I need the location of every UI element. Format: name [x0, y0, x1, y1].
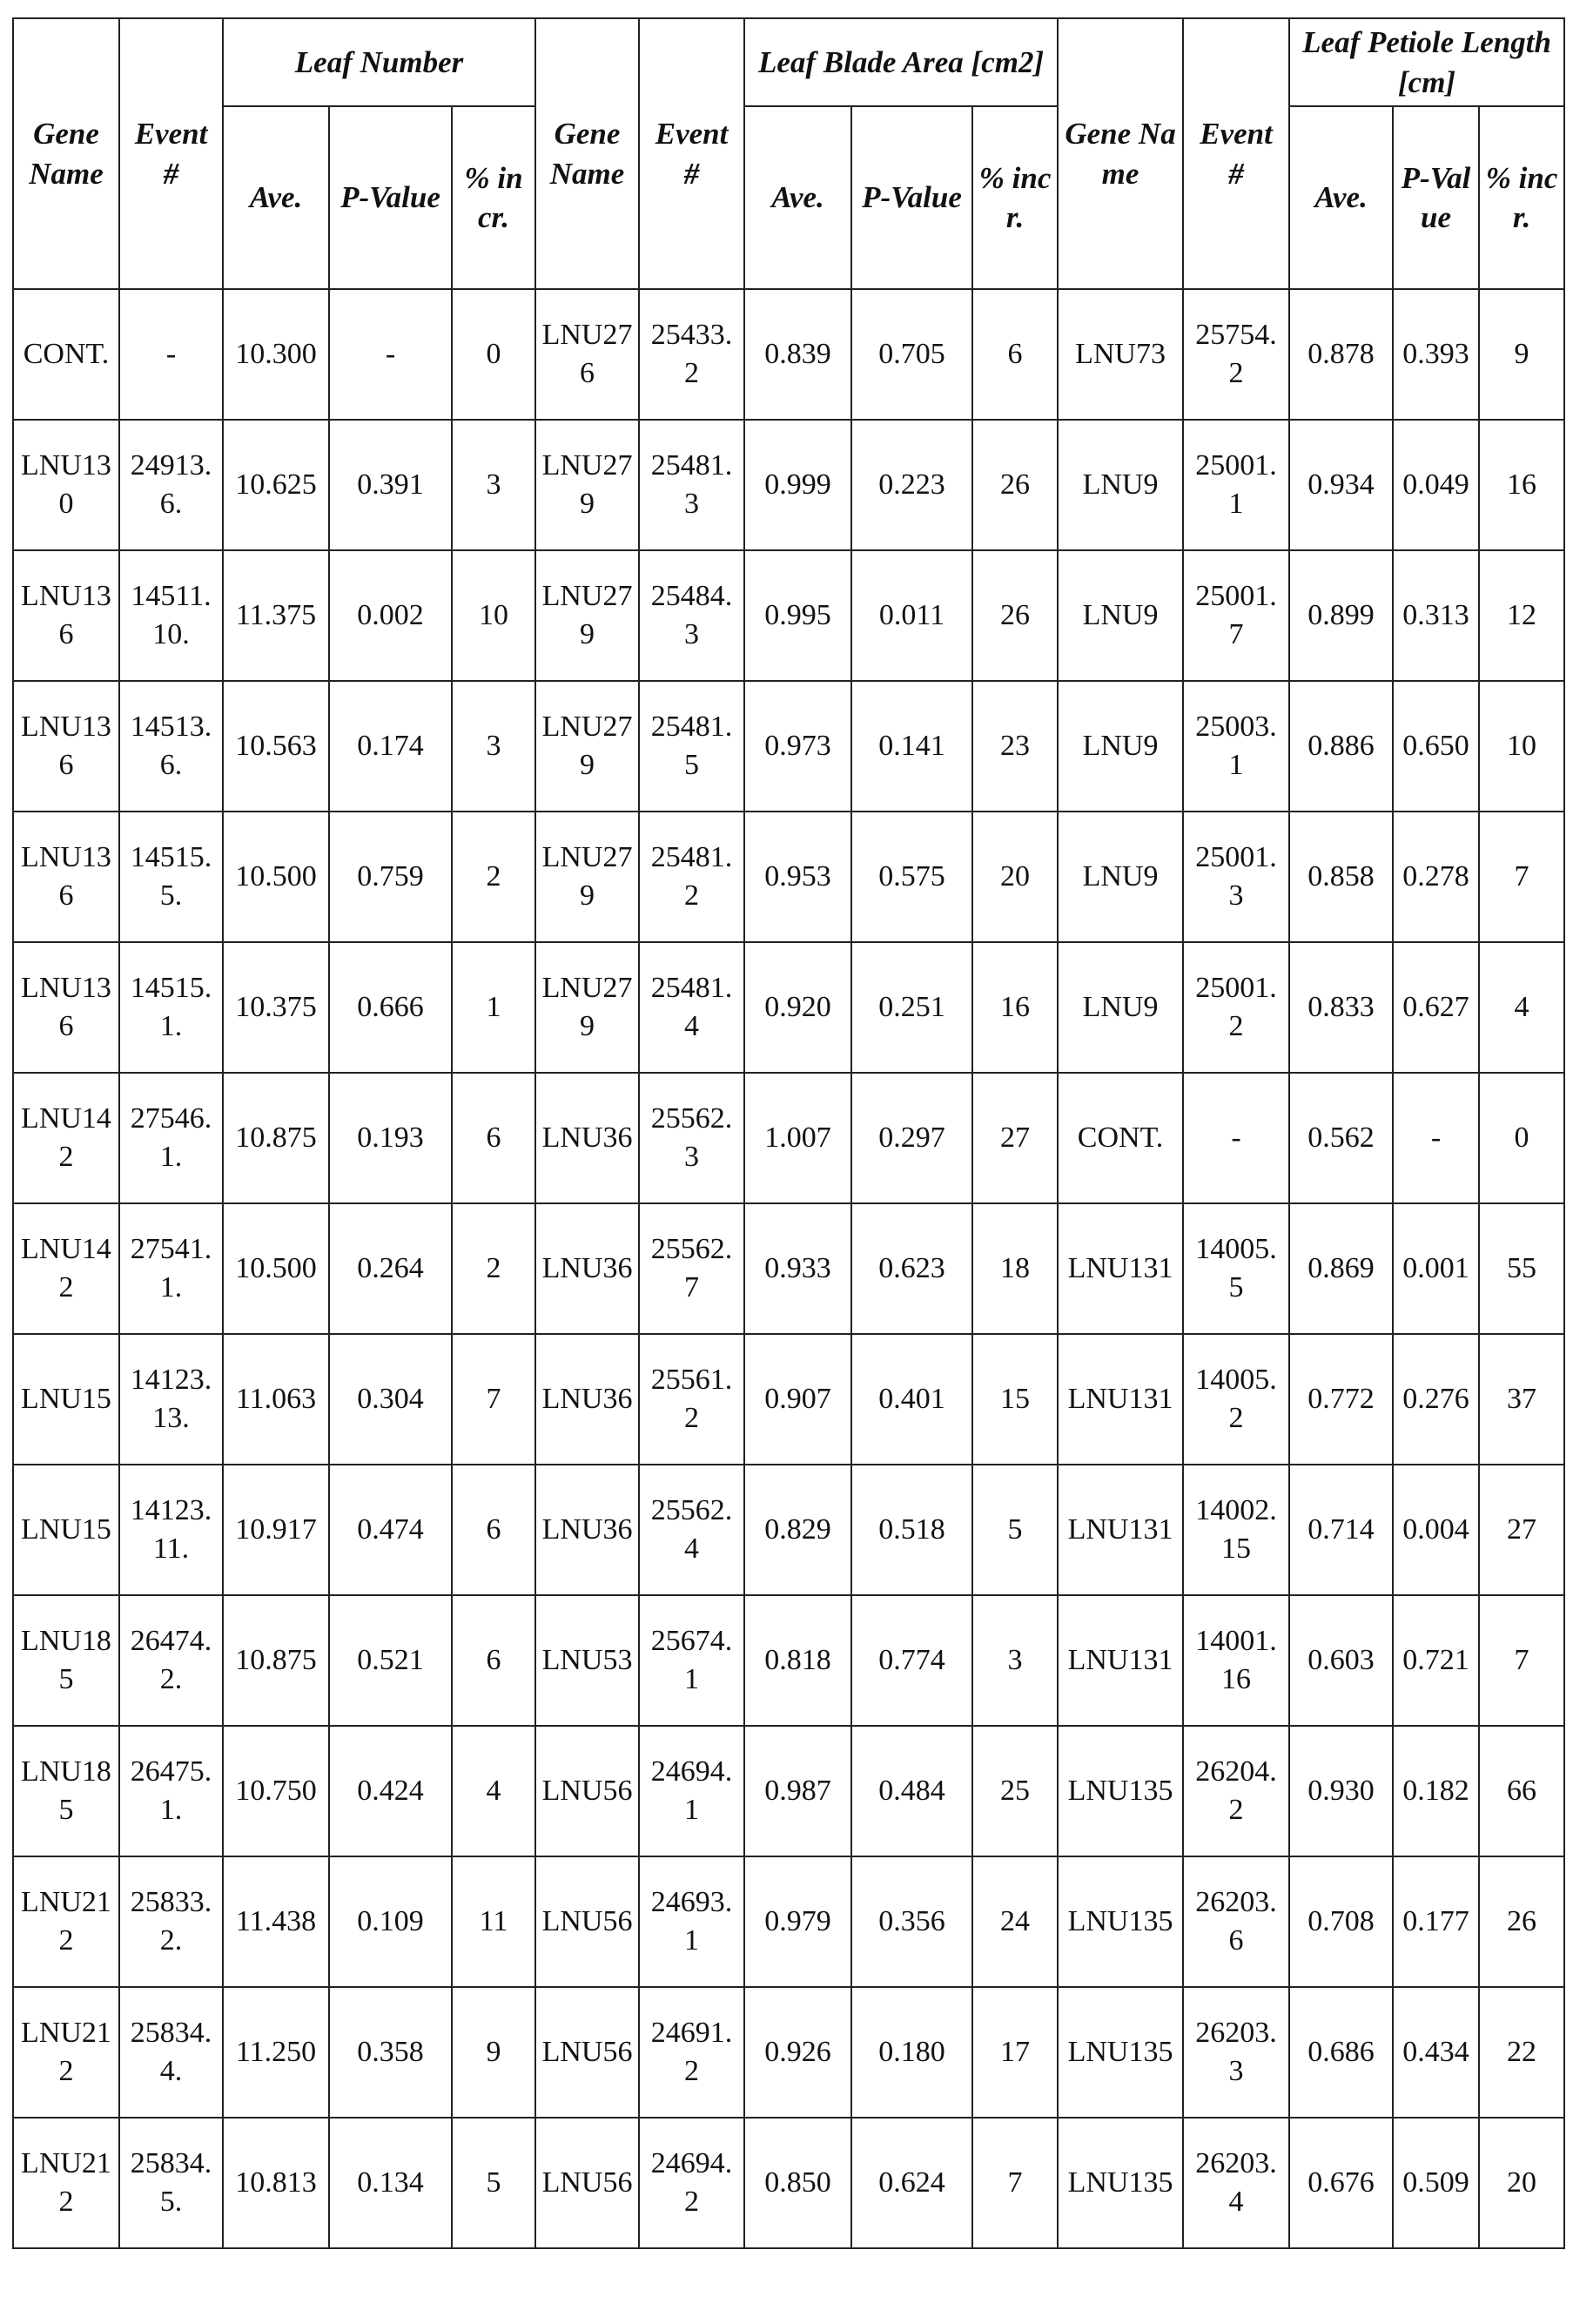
- table-cell: 0.850: [744, 2118, 851, 2248]
- table-cell: 2: [452, 812, 535, 942]
- table-cell: 17: [972, 1987, 1058, 2118]
- table-cell: 0.839: [744, 289, 851, 420]
- table-cell: 9: [452, 1987, 535, 2118]
- table-cell: LNU136: [13, 550, 119, 681]
- table-cell: 0.001: [1393, 1203, 1479, 1334]
- header-leaf-number: Leaf Number: [223, 18, 535, 106]
- table-cell: 4: [452, 1726, 535, 1856]
- table-cell: 25481.3: [639, 420, 744, 550]
- table-cell: LNU56: [535, 1726, 639, 1856]
- table-cell: 10.500: [223, 812, 329, 942]
- table-cell: 0.759: [329, 812, 452, 942]
- table-cell: 16: [1479, 420, 1564, 550]
- table-cell: 14005.5: [1183, 1203, 1289, 1334]
- table-cell: 0.356: [851, 1856, 972, 1987]
- table-cell: 27541.1.: [119, 1203, 223, 1334]
- table-cell: 25754.2: [1183, 289, 1289, 420]
- table-cell: 5: [972, 1465, 1058, 1595]
- table-cell: 25562.7: [639, 1203, 744, 1334]
- header-ave: Ave.: [1289, 106, 1393, 289]
- table-cell: 0.899: [1289, 550, 1393, 681]
- table-row: [13, 1465, 1564, 1595]
- table-cell: 25001.3: [1183, 812, 1289, 942]
- table-cell: 7: [972, 2118, 1058, 2248]
- table-cell: 4: [1479, 942, 1564, 1073]
- table-row: [13, 420, 1564, 550]
- table-cell: 26: [972, 420, 1058, 550]
- table-cell: 26474.2.: [119, 1595, 223, 1726]
- header-incr: % incr.: [1479, 106, 1564, 289]
- table-cell: 10: [1479, 681, 1564, 812]
- table-cell: 14123.11.: [119, 1465, 223, 1595]
- table-cell: 0.926: [744, 1987, 851, 2118]
- table-cell: 25001.7: [1183, 550, 1289, 681]
- table-cell: 0.987: [744, 1726, 851, 1856]
- table-cell: LNU131: [1058, 1334, 1183, 1465]
- table-cell: 0.562: [1289, 1073, 1393, 1203]
- table-cell: 0.297: [851, 1073, 972, 1203]
- table-cell: 25834.4.: [119, 1987, 223, 2118]
- table-cell: 10.875: [223, 1595, 329, 1726]
- table-cell: 0.180: [851, 1987, 972, 2118]
- table-cell: LNU185: [13, 1595, 119, 1726]
- table-cell: 23: [972, 681, 1058, 812]
- table-cell: 6: [452, 1595, 535, 1726]
- table-cell: LNU15: [13, 1334, 119, 1465]
- table-cell: 0.174: [329, 681, 452, 812]
- table-cell: 0.907: [744, 1334, 851, 1465]
- table-cell: 14515.1.: [119, 942, 223, 1073]
- table-cell: LNU36: [535, 1203, 639, 1334]
- table-cell: 10.375: [223, 942, 329, 1073]
- table-cell: LNU131: [1058, 1465, 1183, 1595]
- table-cell: 24694.1: [639, 1726, 744, 1856]
- table-cell: 0.278: [1393, 812, 1479, 942]
- table-cell: 14515.5.: [119, 812, 223, 942]
- table-cell: 0.973: [744, 681, 851, 812]
- table-cell: 10.563: [223, 681, 329, 812]
- table-row: [13, 289, 1564, 420]
- table-cell: 6: [452, 1465, 535, 1595]
- table-cell: 0.193: [329, 1073, 452, 1203]
- table-cell: 24691.2: [639, 1987, 744, 2118]
- table-cell: LNU73: [1058, 289, 1183, 420]
- header-leaf-petiole-length: Leaf Petiole Length [cm]: [1289, 18, 1564, 106]
- table-cell: 0.930: [1289, 1726, 1393, 1856]
- table-cell: 26203.3: [1183, 1987, 1289, 2118]
- table-cell: 24: [972, 1856, 1058, 1987]
- table-cell: LNU130: [13, 420, 119, 550]
- table-cell: 25562.3: [639, 1073, 744, 1203]
- table-cell: 14123.13.: [119, 1334, 223, 1465]
- table-cell: 0.002: [329, 550, 452, 681]
- table-row: [13, 1595, 1564, 1726]
- table-cell: 10.300: [223, 289, 329, 420]
- table-cell: 0.714: [1289, 1465, 1393, 1595]
- table-cell: LNU135: [1058, 1856, 1183, 1987]
- table-cell: 3: [452, 681, 535, 812]
- table-cell: 10.500: [223, 1203, 329, 1334]
- header-event: Event #: [119, 18, 223, 289]
- table-cell: 25834.5.: [119, 2118, 223, 2248]
- table-cell: 0.869: [1289, 1203, 1393, 1334]
- table-cell: 18: [972, 1203, 1058, 1334]
- table-row: [13, 812, 1564, 942]
- table-cell: 24694.2: [639, 2118, 744, 2248]
- table-cell: LNU56: [535, 2118, 639, 2248]
- table-cell: 12: [1479, 550, 1564, 681]
- table-cell: 22: [1479, 1987, 1564, 2118]
- table-cell: 26: [972, 550, 1058, 681]
- table-cell: LNU15: [13, 1465, 119, 1595]
- table-cell: 0.276: [1393, 1334, 1479, 1465]
- table-cell: 24693.1: [639, 1856, 744, 1987]
- table-cell: 11.250: [223, 1987, 329, 2118]
- table-cell: 11.375: [223, 550, 329, 681]
- table-cell: LNU36: [535, 1073, 639, 1203]
- table-cell: LNU9: [1058, 550, 1183, 681]
- table-cell: 0.391: [329, 420, 452, 550]
- table-cell: 27: [972, 1073, 1058, 1203]
- table-cell: LNU279: [535, 812, 639, 942]
- table-cell: 0.708: [1289, 1856, 1393, 1987]
- table-cell: 10: [452, 550, 535, 681]
- table-cell: 11.438: [223, 1856, 329, 1987]
- table-cell: 26203.6: [1183, 1856, 1289, 1987]
- table-cell: 0.223: [851, 420, 972, 550]
- table-cell: 25001.2: [1183, 942, 1289, 1073]
- table-body: [13, 289, 1564, 2248]
- table-cell: 0.177: [1393, 1856, 1479, 1987]
- table-cell: CONT.: [1058, 1073, 1183, 1203]
- header-gene-name: Gene Name: [1058, 18, 1183, 289]
- table-cell: 10.813: [223, 2118, 329, 2248]
- table-cell: 0.004: [1393, 1465, 1479, 1595]
- table-row: [13, 1726, 1564, 1856]
- table-cell: 11: [452, 1856, 535, 1987]
- table-cell: 0.953: [744, 812, 851, 942]
- table-cell: 0.109: [329, 1856, 452, 1987]
- table-cell: 7: [1479, 812, 1564, 942]
- table-row: [13, 942, 1564, 1073]
- table-cell: 25: [972, 1726, 1058, 1856]
- table-cell: 0.774: [851, 1595, 972, 1726]
- table-cell: 25562.4: [639, 1465, 744, 1595]
- table-cell: 0.878: [1289, 289, 1393, 420]
- table-cell: 37: [1479, 1334, 1564, 1465]
- table-cell: LNU279: [535, 681, 639, 812]
- table-cell: LNU131: [1058, 1595, 1183, 1726]
- table-cell: 0.603: [1289, 1595, 1393, 1726]
- table-cell: 0.627: [1393, 942, 1479, 1073]
- table-row: [13, 2118, 1564, 2248]
- table-cell: 16: [972, 942, 1058, 1073]
- table-cell: 0.358: [329, 1987, 452, 2118]
- table-cell: 0: [452, 289, 535, 420]
- table-cell: 0.264: [329, 1203, 452, 1334]
- table-cell: LNU212: [13, 1856, 119, 1987]
- table-cell: 0.141: [851, 681, 972, 812]
- table-cell: 0.401: [851, 1334, 972, 1465]
- table-cell: LNU9: [1058, 420, 1183, 550]
- table-cell: LNU56: [535, 1987, 639, 2118]
- table-cell: 0.829: [744, 1465, 851, 1595]
- table-cell: 0.521: [329, 1595, 452, 1726]
- table-cell: 0.772: [1289, 1334, 1393, 1465]
- table-cell: 10.750: [223, 1726, 329, 1856]
- table-cell: 11.063: [223, 1334, 329, 1465]
- table-cell: 3: [972, 1595, 1058, 1726]
- table-cell: 25561.2: [639, 1334, 744, 1465]
- table-cell: LNU131: [1058, 1203, 1183, 1334]
- table-cell: 0.721: [1393, 1595, 1479, 1726]
- table-cell: 0.049: [1393, 420, 1479, 550]
- header-event: Event #: [1183, 18, 1289, 289]
- table-cell: 66: [1479, 1726, 1564, 1856]
- table-cell: 0.833: [1289, 942, 1393, 1073]
- table-cell: 26: [1479, 1856, 1564, 1987]
- table-cell: LNU142: [13, 1073, 119, 1203]
- table-cell: LNU9: [1058, 942, 1183, 1073]
- table-cell: -: [119, 289, 223, 420]
- table-cell: LNU135: [1058, 1726, 1183, 1856]
- table-cell: LNU53: [535, 1595, 639, 1726]
- table-cell: LNU56: [535, 1856, 639, 1987]
- table-cell: 10.625: [223, 420, 329, 550]
- table-cell: 7: [1479, 1595, 1564, 1726]
- table-cell: 10.875: [223, 1073, 329, 1203]
- table-cell: LNU279: [535, 420, 639, 550]
- table-cell: LNU212: [13, 2118, 119, 2248]
- table-cell: 0.650: [1393, 681, 1479, 812]
- table-cell: 25481.4: [639, 942, 744, 1073]
- table-cell: LNU279: [535, 942, 639, 1073]
- table-cell: 0.979: [744, 1856, 851, 1987]
- table-cell: LNU135: [1058, 1987, 1183, 2118]
- table-cell: 0.686: [1289, 1987, 1393, 2118]
- header-incr: % incr.: [972, 106, 1058, 289]
- table-cell: 0.509: [1393, 2118, 1479, 2248]
- header-p-value: P-Value: [851, 106, 972, 289]
- table-cell: 14002.15: [1183, 1465, 1289, 1595]
- table-cell: LNU135: [1058, 2118, 1183, 2248]
- table-cell: LNU212: [13, 1987, 119, 2118]
- table-cell: 25481.2: [639, 812, 744, 942]
- table-cell: 0.623: [851, 1203, 972, 1334]
- table-cell: 10.917: [223, 1465, 329, 1595]
- table-row: [13, 550, 1564, 681]
- table-cell: 0.666: [329, 942, 452, 1073]
- table-row: [13, 1856, 1564, 1987]
- table-cell: 6: [452, 1073, 535, 1203]
- header-event: Event #: [639, 18, 744, 289]
- table-cell: 15: [972, 1334, 1058, 1465]
- table-cell: 0.933: [744, 1203, 851, 1334]
- table-cell: 27: [1479, 1465, 1564, 1595]
- table-cell: LNU142: [13, 1203, 119, 1334]
- table-cell: 26475.1.: [119, 1726, 223, 1856]
- table-cell: 14001.16: [1183, 1595, 1289, 1726]
- header-p-value: P-Value: [1393, 106, 1479, 289]
- table-cell: 0.393: [1393, 289, 1479, 420]
- table-cell: 0: [1479, 1073, 1564, 1203]
- header-gene-name: Gene Name: [535, 18, 639, 289]
- table-cell: 0.313: [1393, 550, 1479, 681]
- table-cell: 0.424: [329, 1726, 452, 1856]
- table-cell: 14511.10.: [119, 550, 223, 681]
- table-cell: 0.934: [1289, 420, 1393, 550]
- table-cell: 7: [452, 1334, 535, 1465]
- table-cell: 55: [1479, 1203, 1564, 1334]
- table-cell: 6: [972, 289, 1058, 420]
- table-cell: 24913.6.: [119, 420, 223, 550]
- table-cell: LNU36: [535, 1334, 639, 1465]
- header-leaf-blade-area: Leaf Blade Area [cm2]: [744, 18, 1058, 106]
- table-cell: 20: [972, 812, 1058, 942]
- table-cell: 0.818: [744, 1595, 851, 1726]
- header-incr: % incr.: [452, 106, 535, 289]
- table-cell: 0.134: [329, 2118, 452, 2248]
- table-cell: 14005.2: [1183, 1334, 1289, 1465]
- table-cell: 5: [452, 2118, 535, 2248]
- results-table: [12, 17, 1565, 2249]
- table-cell: 20: [1479, 2118, 1564, 2248]
- table-cell: 0.920: [744, 942, 851, 1073]
- table-cell: 0.858: [1289, 812, 1393, 942]
- table-cell: 0.484: [851, 1726, 972, 1856]
- table-cell: LNU276: [535, 289, 639, 420]
- table-cell: LNU9: [1058, 681, 1183, 812]
- table-cell: 0.518: [851, 1465, 972, 1595]
- header-ave: Ave.: [744, 106, 851, 289]
- table-cell: 0.474: [329, 1465, 452, 1595]
- table-cell: 0.995: [744, 550, 851, 681]
- table-cell: 0.251: [851, 942, 972, 1073]
- table-cell: 0.575: [851, 812, 972, 942]
- table-cell: 1: [452, 942, 535, 1073]
- table-cell: LNU279: [535, 550, 639, 681]
- table-cell: 25833.2.: [119, 1856, 223, 1987]
- table-cell: 25001.1: [1183, 420, 1289, 550]
- table-cell: LNU36: [535, 1465, 639, 1595]
- table-cell: 25674.1: [639, 1595, 744, 1726]
- header-gene-name: Gene Name: [13, 18, 119, 289]
- table-cell: 2: [452, 1203, 535, 1334]
- table-cell: 0.886: [1289, 681, 1393, 812]
- table-cell: LNU136: [13, 942, 119, 1073]
- table-cell: 0.999: [744, 420, 851, 550]
- table-row: [13, 1073, 1564, 1203]
- table-cell: LNU136: [13, 812, 119, 942]
- table-cell: 0.182: [1393, 1726, 1479, 1856]
- header-ave: Ave.: [223, 106, 329, 289]
- table-cell: LNU9: [1058, 812, 1183, 942]
- table-cell: 25433.2: [639, 289, 744, 420]
- table-cell: 0.434: [1393, 1987, 1479, 2118]
- table-cell: 1.007: [744, 1073, 851, 1203]
- table-cell: -: [1393, 1073, 1479, 1203]
- table-cell: CONT.: [13, 289, 119, 420]
- table-cell: 0.304: [329, 1334, 452, 1465]
- table-row: [13, 1203, 1564, 1334]
- table-cell: 0.011: [851, 550, 972, 681]
- table-cell: 27546.1.: [119, 1073, 223, 1203]
- table-cell: -: [329, 289, 452, 420]
- table-cell: 0.676: [1289, 2118, 1393, 2248]
- table-cell: 0.705: [851, 289, 972, 420]
- table-row: [13, 1987, 1564, 2118]
- table-cell: 26204.2: [1183, 1726, 1289, 1856]
- table-cell: 26203.4: [1183, 2118, 1289, 2248]
- table-cell: 14513.6.: [119, 681, 223, 812]
- table-cell: 3: [452, 420, 535, 550]
- table-cell: 25481.5: [639, 681, 744, 812]
- table-cell: -: [1183, 1073, 1289, 1203]
- table-row: [13, 1334, 1564, 1465]
- table-cell: 9: [1479, 289, 1564, 420]
- table-row: [13, 681, 1564, 812]
- table-cell: 25003.1: [1183, 681, 1289, 812]
- table-cell: LNU185: [13, 1726, 119, 1856]
- table-cell: 25484.3: [639, 550, 744, 681]
- table-cell: 0.624: [851, 2118, 972, 2248]
- header-p-value: P-Value: [329, 106, 452, 289]
- table-cell: LNU136: [13, 681, 119, 812]
